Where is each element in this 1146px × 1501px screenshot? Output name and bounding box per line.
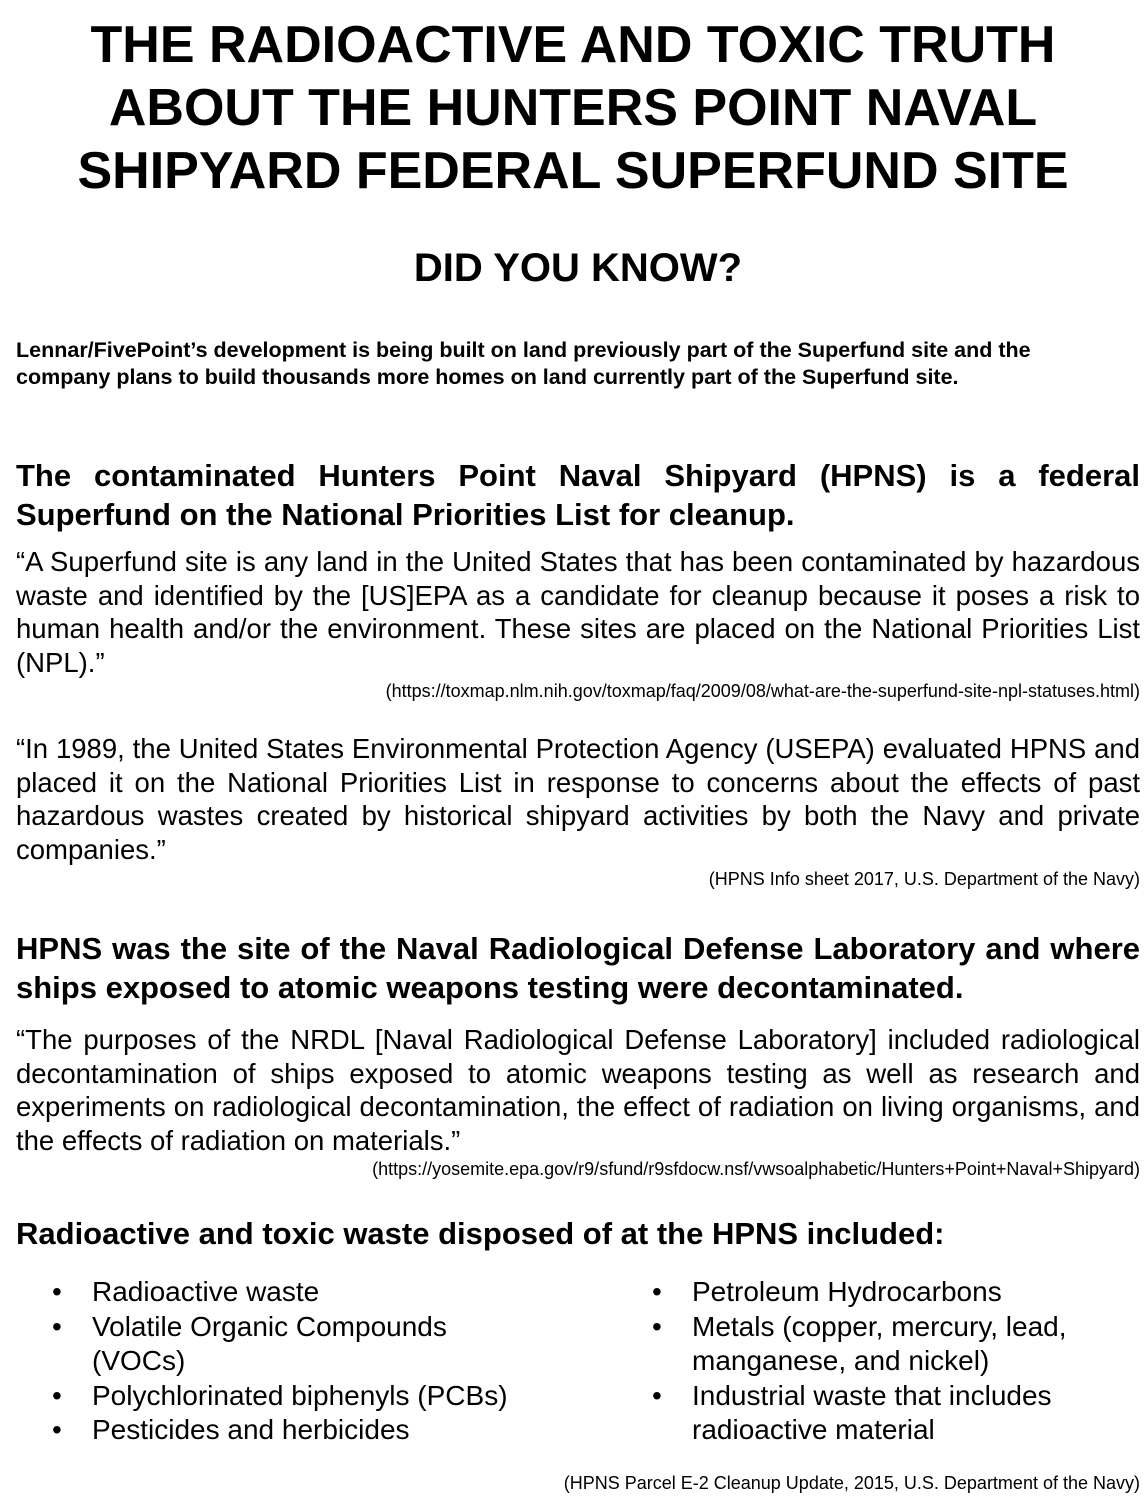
title-line: THE RADIOACTIVE AND TOXIC TRUTH xyxy=(90,16,1056,74)
list-item-text: Pesticides and herbicides xyxy=(92,1414,410,1445)
source-parcel-e2: (HPNS Parcel E-2 Cleanup Update, 2015, U.S. Department of the Navy) xyxy=(563,1473,1140,1493)
quote-usepa-1989: “In 1989, the United States Environmental Protection Agency (USEPA) evaluated HPNS and placed it on the National Priorities List in response to concerns about the effects of past hazardous wastes created by historical shipyard activities by both the Navy and private companies.” xyxy=(16,733,1140,866)
list-item xyxy=(52,1310,612,1379)
list-item xyxy=(52,1413,612,1448)
list-item-text: Metals (copper, mercury, lead, manganese, and nickel) xyxy=(692,1310,1067,1376)
intro-paragraph: Lennar/FivePoint’s development is being built on land previously part of the Superfund site and the company plans to build thousands more homes on land currently part of the Superfund site. xyxy=(16,338,1031,389)
bullet-icon: • xyxy=(652,1379,662,1411)
quote-superfund-definition: “A Superfund site is any land in the United States that has been contaminated by hazardous waste and identified by the [US]EPA as a candidate for cleanup because it poses a risk to human health and/or the environment. These sites are placed on the National Priorities List (NPL).” xyxy=(16,546,1140,679)
bullet-icon: • xyxy=(52,1379,62,1411)
list-item xyxy=(52,1379,612,1414)
page-title xyxy=(0,14,1146,203)
section-heading-nrdl: HPNS was the site of the Naval Radiological Defense Laboratory and where ships exposed to atomic weapons testing were decontaminated. xyxy=(16,931,1140,1005)
bullet-icon: • xyxy=(52,1276,62,1307)
source-hpns-info-sheet: (HPNS Info sheet 2017, U.S. Department of the Navy) xyxy=(708,869,1140,889)
source-toxmap: (https://toxmap.nlm.nih.gov/toxmap/faq/2009/08/what-are-the-superfund-site-npl-statuses.html) xyxy=(385,681,1140,701)
waste-list-left xyxy=(52,1275,612,1448)
bullet-icon: • xyxy=(652,1276,662,1307)
list-item xyxy=(652,1275,1122,1310)
bullet-icon: • xyxy=(652,1310,662,1342)
list-item xyxy=(652,1310,1122,1379)
list-item-text: Radioactive waste xyxy=(92,1276,320,1307)
list-item-text: Industrial waste that includes radioactive material xyxy=(692,1379,1052,1445)
waste-list-right xyxy=(652,1275,1122,1448)
list-item-text: Polychlorinated biphenyls (PCBs) xyxy=(92,1379,508,1411)
subtitle: DID YOU KNOW? xyxy=(413,246,743,290)
title-line: SHIPYARD FEDERAL SUPERFUND SITE xyxy=(77,142,1069,200)
section-heading-waste: Radioactive and toxic waste disposed of at the HPNS included: xyxy=(16,1216,945,1251)
quote-nrdl-purposes: “The purposes of the NRDL [Naval Radiological Defense Laboratory] included radiological decontamination of ships exposed to atomic weapons testing as well as research and experiments on radiological decontamination, the effect of radiation on living organisms, and the effects of radiation on materials.” xyxy=(16,1024,1140,1157)
bullet-icon: • xyxy=(52,1414,62,1445)
list-item xyxy=(52,1275,612,1310)
title-line: ABOUT THE HUNTERS POINT NAVAL xyxy=(108,79,1038,137)
source-epa-yosemite: (https://yosemite.epa.gov/r9/sfund/r9sfdocw.nsf/vwsoalphabetic/Hunters+Point+Naval+Shipyard) xyxy=(372,1159,1140,1179)
list-item-text: Volatile Organic Compounds (VOCs) xyxy=(92,1310,447,1376)
section-heading-superfund: The contaminated Hunters Point Naval Shipyard (HPNS) is a federal Superfund on the National Priorities List for cleanup. xyxy=(16,458,1140,532)
bullet-icon: • xyxy=(52,1310,62,1342)
list-item xyxy=(652,1379,1122,1448)
list-item-text: Petroleum Hydrocarbons xyxy=(692,1276,1002,1307)
